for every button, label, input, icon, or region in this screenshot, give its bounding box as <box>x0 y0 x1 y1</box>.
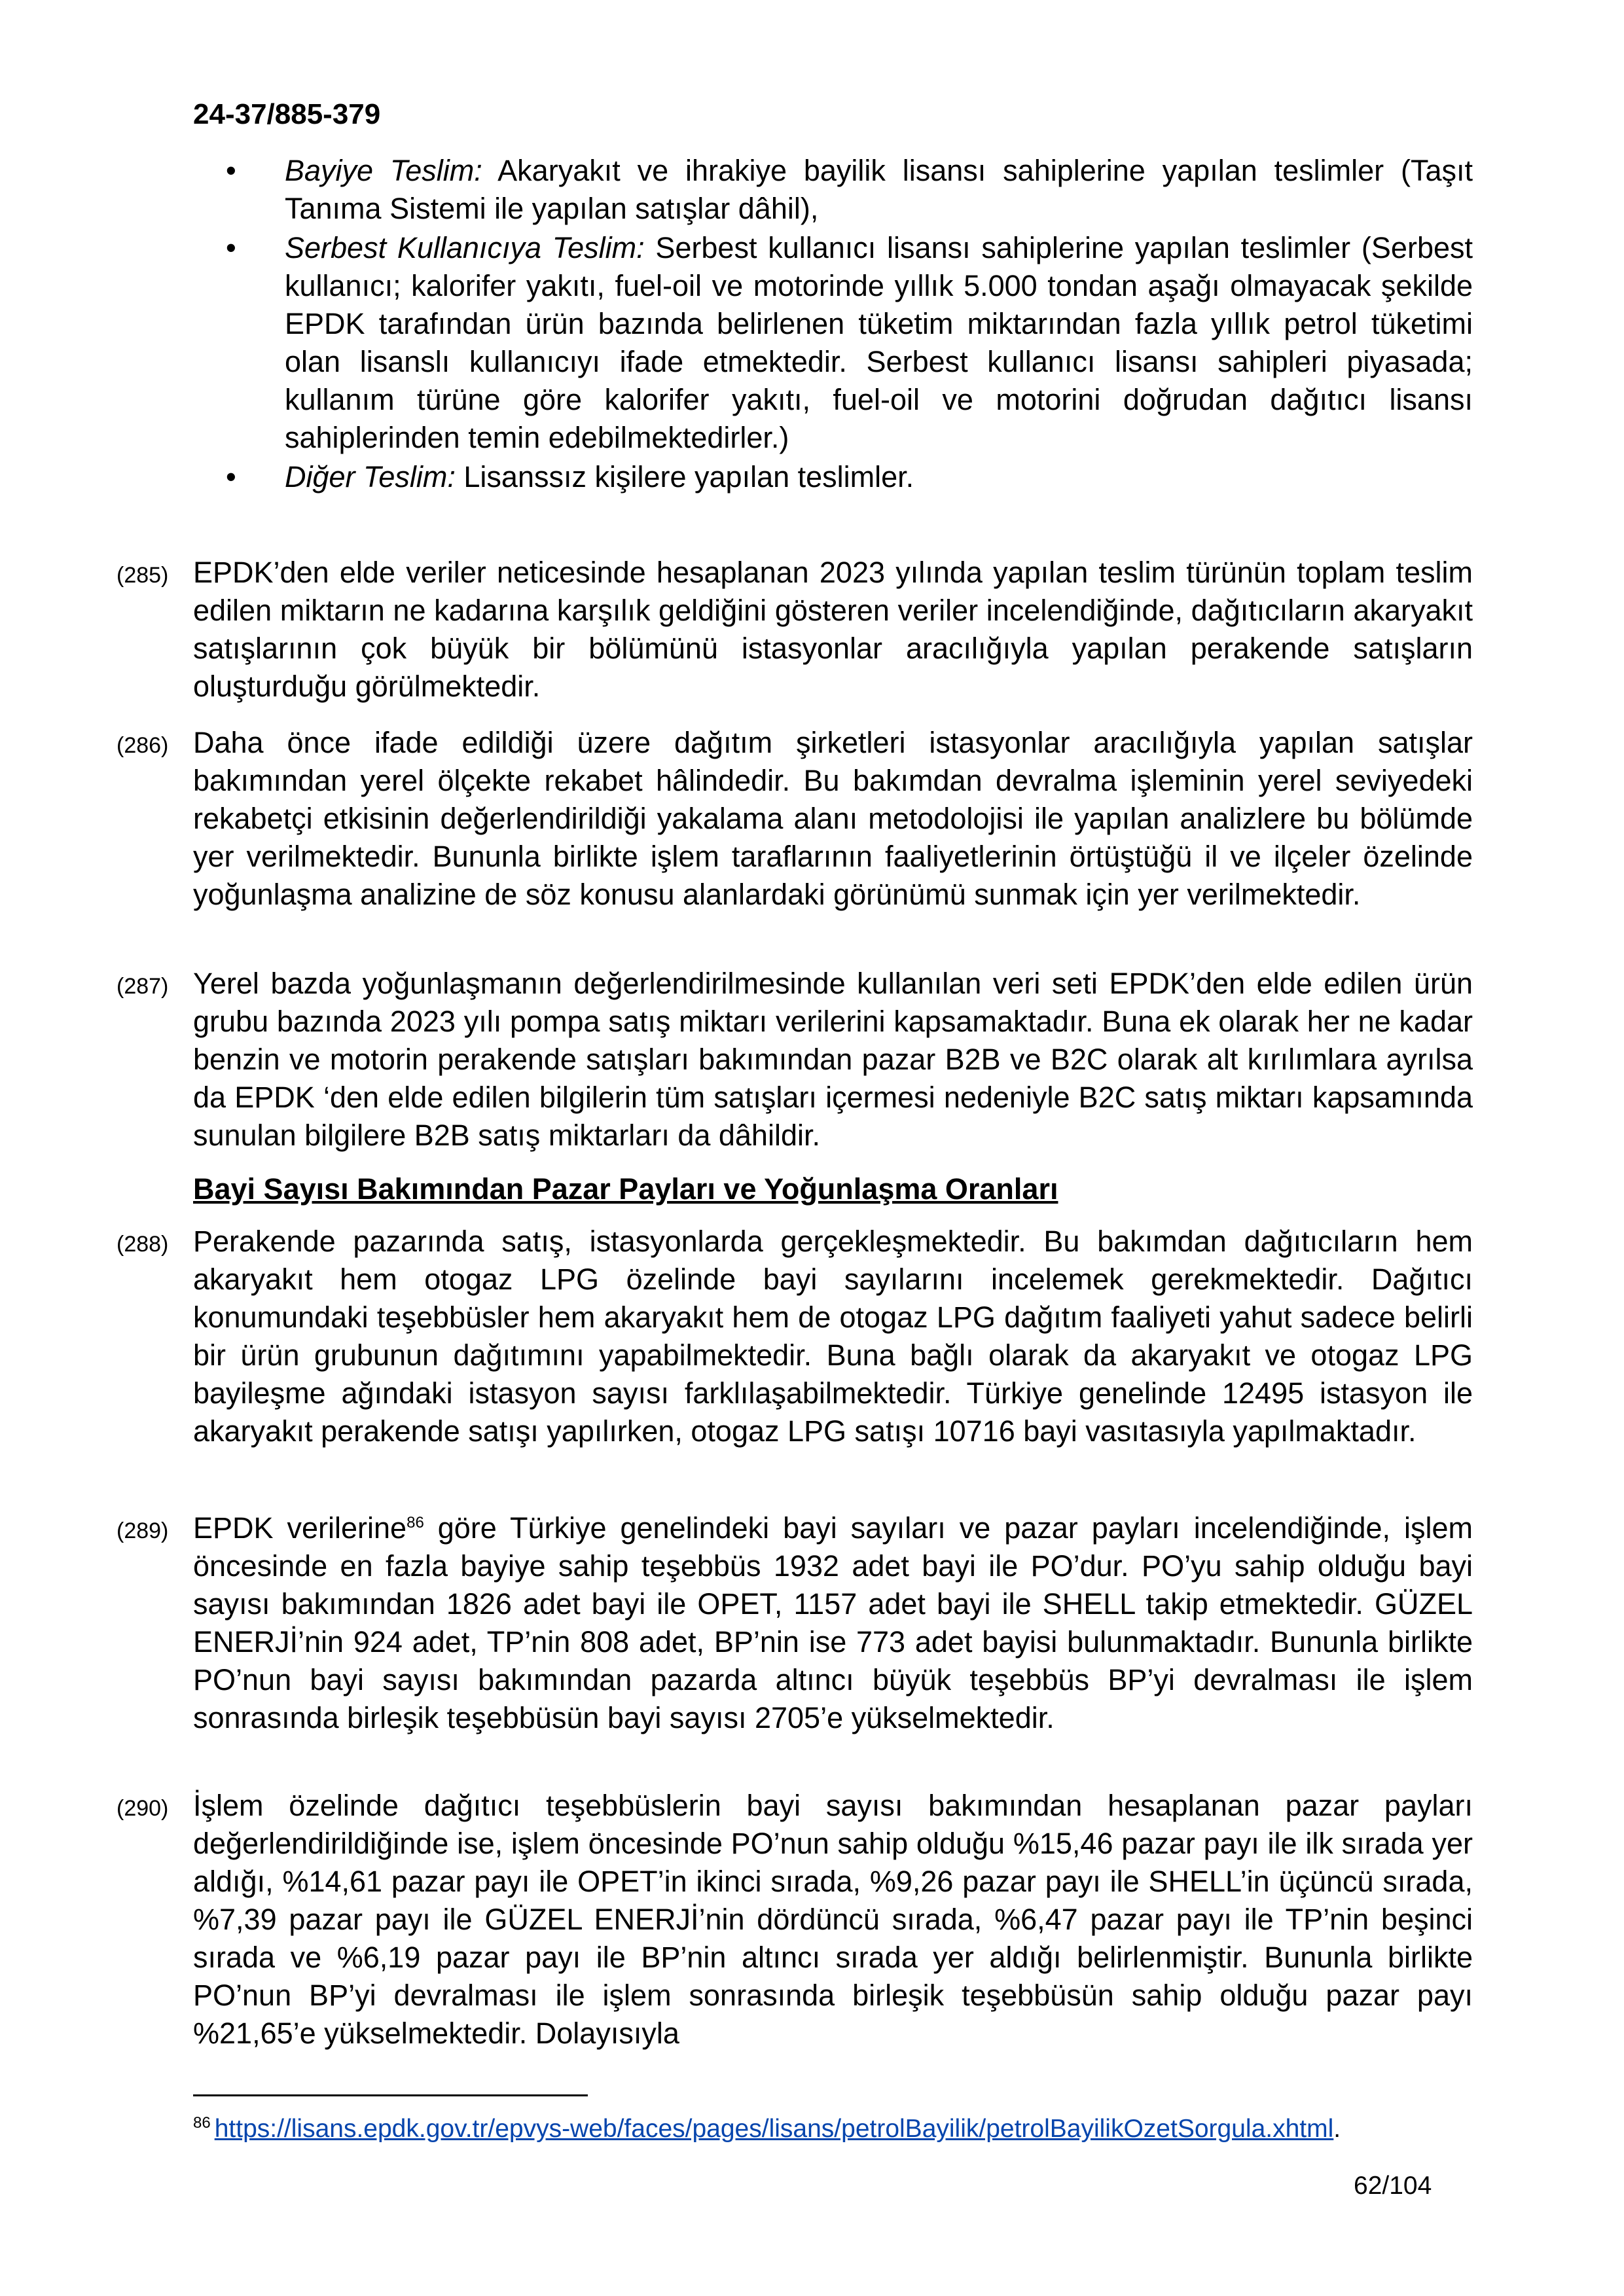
paragraph-number: (286) <box>117 733 169 758</box>
paragraph-287 <box>117 965 1473 1155</box>
footnote-divider <box>193 2094 588 2096</box>
paragraph-number: (287) <box>117 974 169 999</box>
list-item-text: Akaryakıt ve ihrakiye bayilik lisansı sahiplerine yapılan teslimler (Taşıt Tanıma Sistemi ile yapılan satışlar dâhil), <box>285 154 1473 225</box>
list-item-term: Serbest Kullanıcıya Teslim: <box>285 231 645 264</box>
footnote <box>193 2106 1341 2146</box>
list-item <box>285 229 1473 457</box>
list-item-text: Lisanssız kişilere yapılan teslimler. <box>455 460 914 493</box>
delivery-type-list <box>285 152 1473 497</box>
footnote-reference[interactable]: 86 <box>406 1514 424 1532</box>
paragraph-text: İşlem özelinde dağıtıcı teşebbüslerin bayi sayısı bakımından hesaplanan pazar payları değerlendirildiğinde ise, işlem öncesinde PO’nun sahip olduğu %15,46 pazar payı ile ilk sırada yer aldığı, %14,61 pazar payı ile OPET’in ikinci sırada, %9,26 pazar payı ile SHELL’in üçüncü sırada, %7,39 pazar payı ile GÜZEL ENERJİ’nin dördüncü sırada, %6,47 pazar payı ile TP’nin beşinci sırada ve %6,19 pazar payı ile BP’nin altıncı sırada yer aldığı belirlenmiştir. Bununla birlikte PO’nun BP’yi devralması ile işlem sonrasında birleşik teşebbüsün sahip olduğu pazar payı %21,65’e yükselmektedir. Dolayısıyla <box>193 1789 1473 2050</box>
paragraph-text: EPDK’den elde veriler neticesinde hesaplanan 2023 yılında yapılan teslim türünün toplam teslim edilen miktarın ne kadarına karşılık geldiğini gösteren veriler incelendiğinde, dağıtıcıların akaryakıt satışlarının çok büyük bir bölümünü istasyonlar aracılığıyla yapılan perakende satışların oluşturduğu görülmektedir. <box>193 556 1473 703</box>
list-item <box>285 152 1473 228</box>
paragraph-285 <box>117 554 1473 706</box>
section-heading: Bayi Sayısı Bakımından Pazar Payları ve Yoğunlaşma Oranları <box>193 1172 1058 1206</box>
paragraph-text: Daha önce ifade edildiği üzere dağıtım şirketleri istasyonlar aracılığıyla yapılan satışlar bakımından yerel ölçekte rekabet hâlindedir. Bu bakımdan devralma işleminin yerel seviyedeki rekabetçi etkisinin değerlendirildiği yakalama alanı metodolojisi ile yapılan analizlere bu bölümde yer verilmektedir. Bununla birlikte işlem taraflarının faaliyetlerinin örtüştüğü il ve ilçeler özelinde yoğunlaşma analizine de söz konusu alanlardaki görünümü sunmak için yer verilmektedir. <box>193 726 1473 911</box>
paragraph-number: (288) <box>117 1232 169 1257</box>
paragraph-text <box>193 1509 1473 1737</box>
footnote-suffix: . <box>1333 2115 1341 2143</box>
document-code: 24-37/885-379 <box>193 98 381 130</box>
page-number: 62/104 <box>1354 2172 1432 2200</box>
list-item-text: Serbest kullanıcı lisansı sahiplerine yapılan teslimler (Serbest kullanıcı; kalorifer yakıtı, fuel-oil ve motorinde yıllık 5.000 tondan aşağı olmayacak şekilde EPDK tarafından ürün bazında belirlenen tüketim miktarından fazla yıllık petrol tüketimi olan lisanslı kullanıcıyı ifade etmektedir. Serbest kullanıcı lisansı sahipleri piyasada; kullanım türüne göre kalorifer yakıtı, fuel-oil ve motorini doğrudan dağıtıcı lisansı sahiplerinden temin edebilmektedirler.) <box>285 231 1473 454</box>
paragraph-text: Yerel bazda yoğunlaşmanın değerlendirilmesinde kullanılan veri seti EPDK’den elde edilen ürün grubu bazında 2023 yılı pompa satış miktarı verilerini kapsamaktadır. Buna ek olarak her ne kadar benzin ve motorin perakende satışları bakımından pazar B2B ve B2C olarak alt kırılımlara ayrılsa da EPDK ‘den elde edilen bilgilerin tüm satışları içermesi nedeniyle B2C satış miktarı kapsamında sunulan bilgilere B2B satış miktarları da dâhildir. <box>193 967 1473 1152</box>
paragraph-text-after: göre Türkiye genelindeki bayi sayıları ve pazar payları incelendiğinde, işlem öncesinde en fazla bayiye sahip teşebbüs 1932 adet bayi ile PO’dur. PO’yu sahip olduğu bayi sayısı bakımından 1826 adet bayi ile OPET, 1157 adet bayi ile SHELL takip etmektedir. GÜZEL ENERJİ’nin 924 adet, TP’nin 808 adet, BP’nin ise 773 adet bayisi bulunmaktadır. Bununla birlikte PO’nun bayi sayısı bakımından pazarda altıncı büyük teşebbüs BP’yi devralması ile işlem sonrasında birleşik teşebbüsün bayi sayısı 2705’e yükselmektedir. <box>193 1511 1473 1734</box>
paragraph-number: (289) <box>117 1518 169 1543</box>
list-item <box>285 458 1473 496</box>
paragraph-289 <box>117 1509 1473 1737</box>
footnote-number: 86 <box>193 2114 211 2132</box>
footnote-link[interactable]: https://lisans.epdk.gov.tr/epvys-web/faces/pages/lisans/petrolBayilik/petrolBayilikOzetSorgula.xhtml <box>214 2115 1334 2143</box>
list-item-term: Diğer Teslim: <box>285 460 456 493</box>
paragraph-text-before: EPDK verilerine <box>193 1511 407 1545</box>
list-item-term: Bayiye Teslim: <box>285 154 482 187</box>
paragraph-288 <box>117 1223 1473 1450</box>
paragraph-number: (290) <box>117 1796 169 1821</box>
paragraph-286 <box>117 724 1473 914</box>
paragraph-290 <box>117 1787 1473 2053</box>
paragraph-text: Perakende pazarında satış, istasyonlarda gerçekleşmektedir. Bu bakımdan dağıtıcıların hem akaryakıt hem otogaz LPG özelinde bayi sayılarını incelemek gerekmektedir. Dağıtıcı konumundaki teşebbüsler hem akaryakıt hem de otogaz LPG dağıtım faaliyeti yahut sadece belirli bir ürün grubunun dağıtımını yapabilmektedir. Buna bağlı olarak da akaryakıt ve otogaz LPG bayileşme ağındaki istasyon sayısı farklılaşabilmektedir. Türkiye genelinde 12495 istasyon ile akaryakıt perakende satışı yapılırken, otogaz LPG satışı 10716 bayi vasıtasıyla yapılmaktadır. <box>193 1225 1473 1448</box>
paragraph-number: (285) <box>117 563 169 588</box>
